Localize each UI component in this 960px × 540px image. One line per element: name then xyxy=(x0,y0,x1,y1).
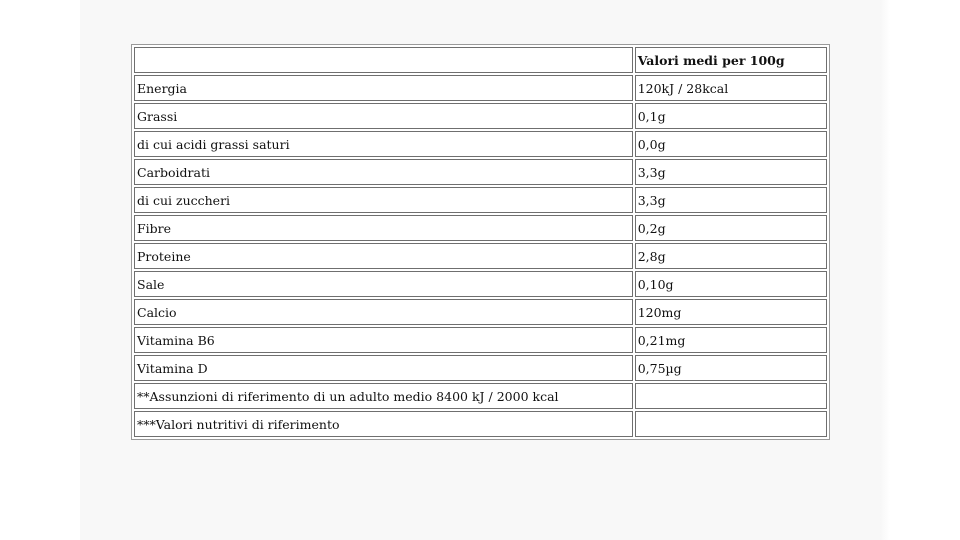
empty-value-cell xyxy=(635,411,827,437)
nutrient-name: Sale xyxy=(134,271,633,297)
nutrient-name: Grassi xyxy=(134,103,633,129)
table-header-row xyxy=(134,47,827,73)
header-value-cell: Valori medi per 100g xyxy=(635,47,827,73)
table-row xyxy=(134,299,827,325)
table-row xyxy=(134,215,827,241)
footnote-reference-intake: **Assunzioni di riferimento di un adulto medio 8400 kJ / 2000 kcal xyxy=(134,383,633,409)
table-row xyxy=(134,383,827,409)
nutrient-value: 3,3g xyxy=(635,159,827,185)
nutrient-value: 0,1g xyxy=(635,103,827,129)
nutrient-name: Fibre xyxy=(134,215,633,241)
table-row xyxy=(134,75,827,101)
nutrient-name: Calcio xyxy=(134,299,633,325)
table-row xyxy=(134,103,827,129)
table-row xyxy=(134,271,827,297)
nutrient-value: 0,2g xyxy=(635,215,827,241)
nutrient-value: 0,0g xyxy=(635,131,827,157)
nutrient-value: 2,8g xyxy=(635,243,827,269)
nutrient-value: 0,75µg xyxy=(635,355,827,381)
table-row xyxy=(134,131,827,157)
nutrient-name: Vitamina D xyxy=(134,355,633,381)
table-row xyxy=(134,355,827,381)
nutrient-value: 3,3g xyxy=(635,187,827,213)
nutrient-value: 0,21mg xyxy=(635,327,827,353)
nutrient-name: di cui acidi grassi saturi xyxy=(134,131,633,157)
nutrient-name: Carboidrati xyxy=(134,159,633,185)
table-row xyxy=(134,187,827,213)
nutrient-name: Vitamina B6 xyxy=(134,327,633,353)
nutrient-name: Energia xyxy=(134,75,633,101)
empty-value-cell xyxy=(635,383,827,409)
table-row xyxy=(134,327,827,353)
footnote-nutrient-reference: ***Valori nutritivi di riferimento xyxy=(134,411,633,437)
table-row xyxy=(134,159,827,185)
nutrient-value: 0,10g xyxy=(635,271,827,297)
header-name-cell xyxy=(134,47,633,73)
nutrient-name: Proteine xyxy=(134,243,633,269)
nutrient-value: 120kJ / 28kcal xyxy=(635,75,827,101)
nutrient-value: 120mg xyxy=(635,299,827,325)
table-row xyxy=(134,243,827,269)
table-row xyxy=(134,411,827,437)
nutrition-table xyxy=(131,44,830,440)
nutrient-name: di cui zuccheri xyxy=(134,187,633,213)
